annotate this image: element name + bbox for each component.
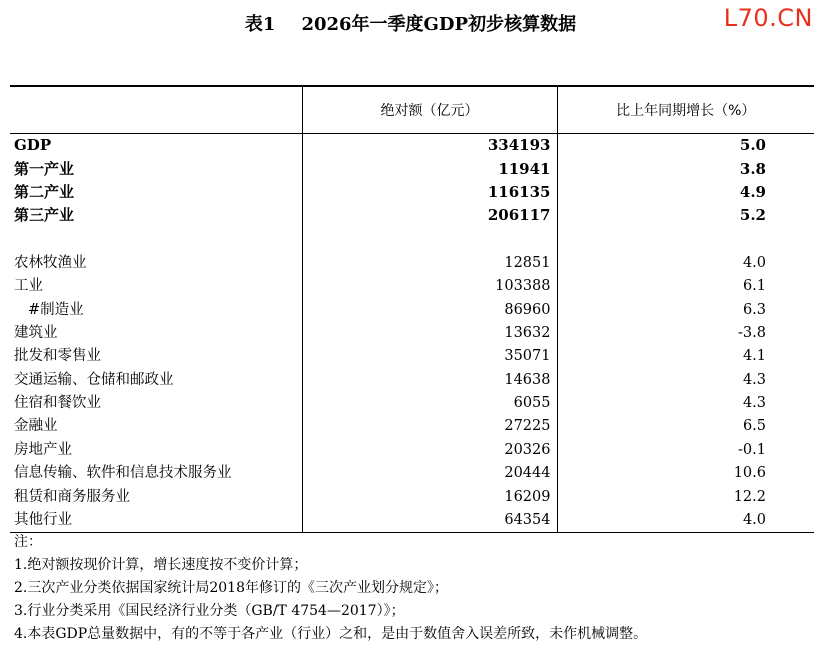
row-growth: 3.8 xyxy=(739,159,766,178)
row-name: 第三产业 xyxy=(10,204,302,227)
row-growth: 4.9 xyxy=(739,182,766,201)
header-absolute: 绝对额（亿元） xyxy=(302,86,557,134)
row-name: 农林牧渔业 xyxy=(10,252,302,275)
row-absolute: 116135 xyxy=(302,181,557,204)
table-row xyxy=(10,181,814,204)
table-row xyxy=(10,204,814,227)
row-absolute: 16209 xyxy=(302,485,557,508)
row-absolute: 27225 xyxy=(302,415,557,438)
row-absolute: 13632 xyxy=(302,322,557,345)
row-absolute: 12851 xyxy=(302,252,557,275)
row-absolute: 86960 xyxy=(302,298,557,321)
table-row xyxy=(10,157,814,180)
row-absolute: 206117 xyxy=(302,204,557,227)
row-name: GDP xyxy=(10,134,302,158)
row-name: 租赁和商务服务业 xyxy=(10,485,302,508)
row-growth: 10.6 xyxy=(733,465,766,482)
row-growth: 5.2 xyxy=(739,206,766,225)
row-growth: 4.1 xyxy=(742,348,766,365)
note-item: 1.绝对额按现价计算，增长速度按不变价计算； xyxy=(14,557,308,573)
row-absolute: 64354 xyxy=(302,509,557,533)
row-absolute: 35071 xyxy=(302,345,557,368)
row-name: #制造业 xyxy=(10,298,302,321)
table-row xyxy=(10,392,814,415)
table-header-row xyxy=(10,86,814,134)
table-row xyxy=(10,252,814,275)
row-absolute: 20444 xyxy=(302,462,557,485)
row-absolute: 103388 xyxy=(302,275,557,298)
note-item: 3.行业分类采用《国民经济行业分类（GB/T 4754—2017）》； xyxy=(14,603,405,619)
table-title-text: 2026年一季度GDP初步核算数据 xyxy=(301,14,577,35)
row-name: 其他行业 xyxy=(10,509,302,533)
header-name xyxy=(10,86,302,134)
row-growth: -3.8 xyxy=(738,324,766,341)
row-name: 住宿和餐饮业 xyxy=(10,392,302,415)
table-row xyxy=(10,345,814,368)
row-absolute: 6055 xyxy=(302,392,557,415)
spacer-row xyxy=(10,228,814,252)
table-row xyxy=(10,509,814,533)
table-row xyxy=(10,485,814,508)
table-row xyxy=(10,439,814,462)
row-growth: 4.0 xyxy=(557,509,814,533)
row-name: 批发和零售业 xyxy=(10,345,302,368)
row-growth: 6.5 xyxy=(742,418,766,435)
row-growth: 6.1 xyxy=(742,278,766,295)
note-item: 2.三次产业分类依据国家统计局2018年修订的《三次产业划分规定》； xyxy=(14,580,448,596)
site-watermark: L70.CN xyxy=(723,4,813,32)
row-growth: 4.3 xyxy=(742,371,766,388)
table-notes xyxy=(14,531,814,646)
table-number: 表1 xyxy=(244,14,276,35)
row-growth: 5.0 xyxy=(739,136,766,155)
table-row xyxy=(10,275,814,298)
table-row xyxy=(10,134,814,158)
note-item: 4.本表GDP总量数据中，有的不等于各产业（行业）之和，是由于数值舍入误差所致，未作机械调整。 xyxy=(14,626,648,642)
row-name: 工业 xyxy=(10,275,302,298)
row-name: 建筑业 xyxy=(10,322,302,345)
table-row xyxy=(10,415,814,438)
row-name: 第一产业 xyxy=(10,157,302,180)
notes-heading: 注： xyxy=(14,534,42,550)
row-growth: -0.1 xyxy=(738,441,766,458)
header-growth: 比上年同期增长（%） xyxy=(557,86,814,134)
row-name: 第二产业 xyxy=(10,181,302,204)
row-name: 房地产业 xyxy=(10,439,302,462)
table-title xyxy=(0,10,821,36)
row-growth: 4.0 xyxy=(742,254,766,271)
row-absolute: 11941 xyxy=(302,157,557,180)
table-row xyxy=(10,462,814,485)
gdp-data-table xyxy=(10,85,814,533)
row-growth: 4.3 xyxy=(742,395,766,412)
row-name: 交通运输、仓储和邮政业 xyxy=(10,369,302,392)
row-name: 信息传输、软件和信息技术服务业 xyxy=(10,462,302,485)
row-name: 金融业 xyxy=(10,415,302,438)
row-absolute: 20326 xyxy=(302,439,557,462)
row-growth: 12.2 xyxy=(733,488,766,505)
row-absolute: 334193 xyxy=(302,134,557,158)
table-row xyxy=(10,298,814,321)
table-row xyxy=(10,369,814,392)
table-row xyxy=(10,322,814,345)
row-growth: 6.3 xyxy=(742,301,766,318)
row-absolute: 14638 xyxy=(302,369,557,392)
